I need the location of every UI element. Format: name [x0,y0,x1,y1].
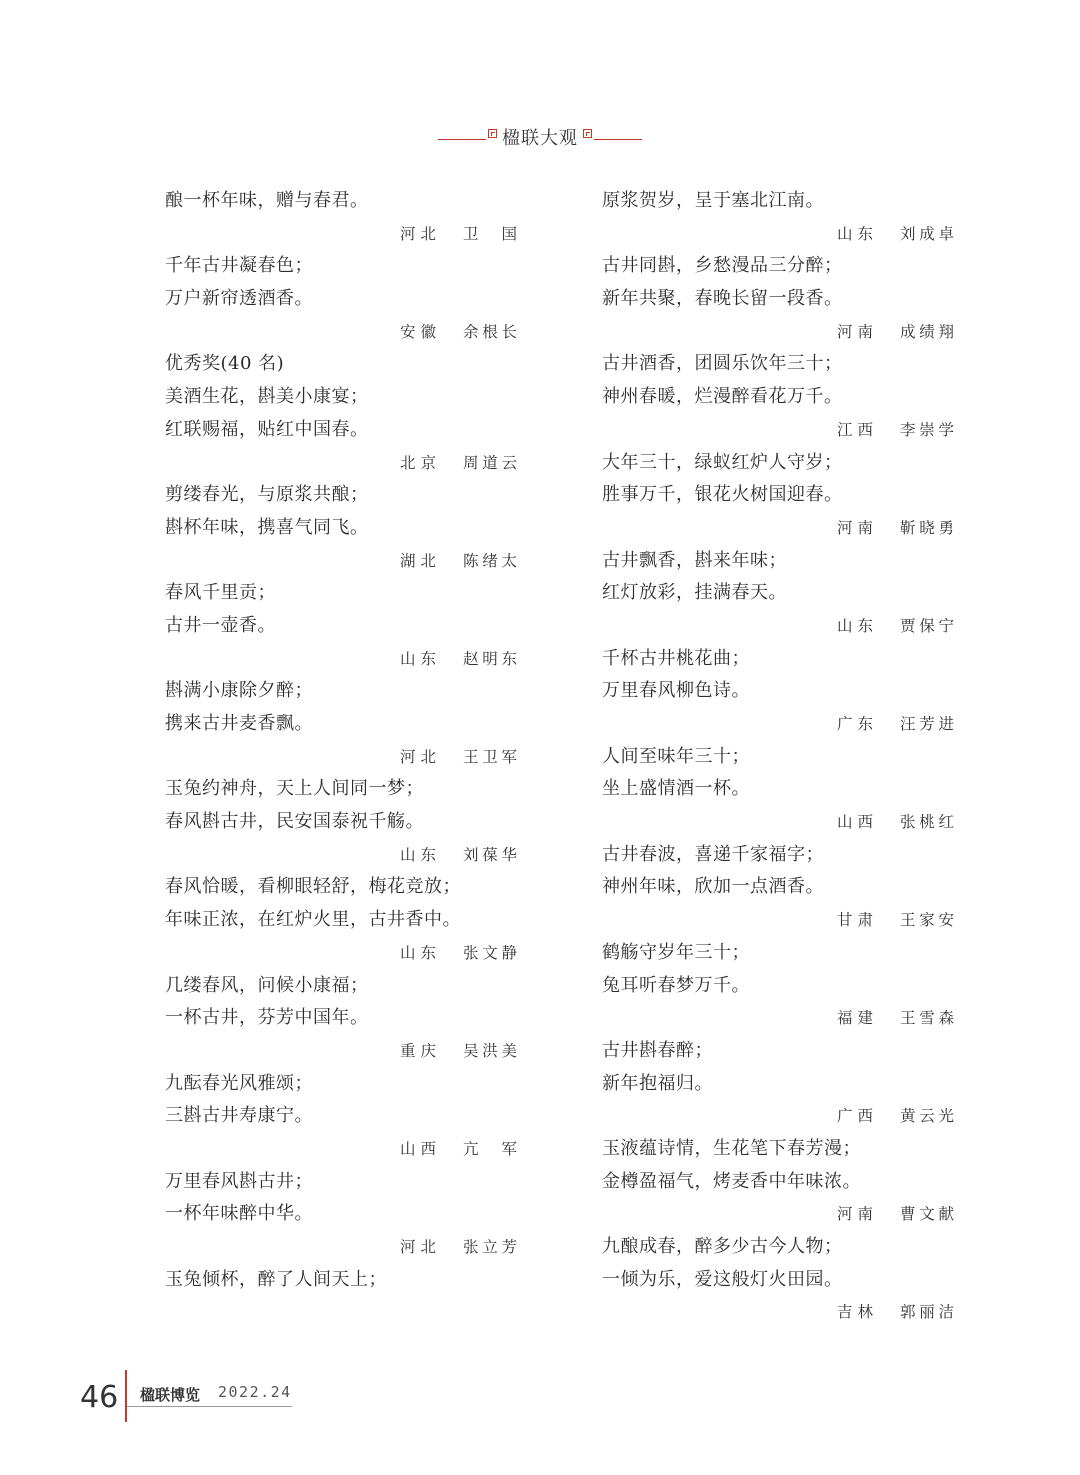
author-credit [165,218,517,251]
section-title: 楹联大观 [502,128,578,149]
couplet-line: 古井斟春醉； [602,1039,713,1061]
couplet-line: 春风斟古井，民安国泰祝千觞。 [165,811,424,833]
author-province: 河北 [399,224,441,243]
couplet-line: 兔耳听春梦万千。 [602,974,750,996]
author-credit [165,316,517,349]
author-credit [165,545,517,578]
author-name: 亢 军 [463,1139,517,1158]
couplet-line: 红灯放彩，挂满春天。 [602,582,787,604]
couplet-line: 千年古井凝春色； [165,255,313,277]
couplet-line: 年味正浓，在红炉火里，古井香中。 [165,909,461,931]
author-credit [602,316,954,349]
author-credit [602,708,954,741]
couplet-line: 美酒生花，斟美小康宴； [165,386,369,408]
author-credit [602,904,954,937]
author-credit [602,1198,954,1231]
couplet-line: 玉兔约神舟，天上人间同一梦； [165,778,424,800]
author-credit [165,839,517,872]
author-credit [165,1231,517,1264]
author-name: 余根长 [463,322,517,341]
author-name: 王家安 [900,911,954,930]
author-province: 安徽 [399,322,441,341]
couplet-line: 鹤觞守岁年三十； [602,941,750,963]
couplet-line: 斟满小康除夕醉； [165,680,313,702]
section-header [430,122,650,148]
author-credit [165,1035,517,1068]
author-name: 周道云 [463,453,517,472]
author-name: 刘葆华 [463,845,517,864]
author-name: 王雪森 [900,1009,954,1028]
author-credit [165,937,517,970]
footer-divider [125,1370,127,1422]
couplet-line: 春风千里贡； [165,582,276,604]
author-credit [165,447,517,480]
couplet-line: 金樽盈福气，烤麦香中年味浓。 [602,1170,861,1192]
page-number: 46 [80,1380,119,1415]
couplet-line: 神州年味，欣加一点酒香。 [602,876,824,898]
couplet-line: 一杯古井，芬芳中国年。 [165,1007,369,1029]
author-name: 赵明东 [463,649,517,668]
author-name: 靳晓勇 [900,518,954,537]
couplet-line: 千杯古井桃花曲； [602,647,750,669]
author-name: 曹文献 [900,1205,954,1224]
couplet-line: 玉液蕴诗情，生花笔下春芳漫； [602,1137,861,1159]
author-province: 北京 [399,453,441,472]
author-province: 甘肃 [836,911,878,930]
couplet-line: 坐上盛情酒一杯。 [602,778,750,800]
author-province: 河南 [836,518,878,537]
couplet-line: 红联赐福，贴红中国春。 [165,418,369,440]
header-rule-right [594,139,642,140]
author-province: 福建 [836,1009,878,1028]
couplet-line: 胜事万千，银花火树国迎春。 [602,484,843,506]
couplet-line: 剪缕春光，与原浆共酿； [165,484,369,506]
author-credit [602,806,954,839]
author-province: 广西 [836,1107,878,1126]
author-credit [165,643,517,676]
author-name: 卫 国 [463,224,517,243]
author-credit [165,1133,517,1166]
couplet-line: 玉兔倾杯，醉了人间天上； [165,1268,387,1290]
author-province: 山东 [399,845,441,864]
right-column [602,185,954,1329]
author-province: 河北 [399,1238,441,1256]
couplet-line: 古井同斟，乡愁漫品三分醉； [602,255,843,277]
couplet-line: 万里春风柳色诗。 [602,680,750,702]
couplet-line: 古井一壶香。 [165,614,276,636]
author-province: 山西 [399,1139,441,1158]
couplet-line: 人间至味年三十； [602,745,750,767]
author-province: 湖北 [399,551,441,570]
author-name: 贾保宁 [900,616,954,635]
author-credit [602,218,954,251]
author-name: 黄云光 [900,1107,954,1126]
fret-ornament-icon [583,129,592,138]
couplet-line: 优秀奖(40 名) [165,353,285,375]
author-credit [165,741,517,774]
couplet-line: 三斟古井寿康宁。 [165,1105,313,1127]
issue-number: 2022.24 [218,1383,292,1401]
author-province: 山东 [836,616,878,635]
author-name: 吴洪美 [463,1041,517,1060]
author-province: 吉林 [836,1303,878,1322]
author-name: 刘成卓 [900,224,954,243]
couplet-line: 几缕春风，问候小康福； [165,974,369,996]
couplet-line: 春风恰暖，看柳眼轻舒，梅花竞放； [165,876,461,898]
couplet-line: 古井春波，喜递千家福字； [602,843,824,865]
couplet-line: 九酝春光风雅颂； [165,1072,313,1094]
author-province: 山东 [836,224,878,243]
author-name: 张立芳 [463,1238,517,1256]
author-name: 汪芳进 [900,715,954,733]
couplet-line: 一杯年味醉中华。 [165,1203,313,1225]
author-province: 河北 [399,747,441,766]
author-province: 重庆 [399,1041,441,1060]
couplet-line: 大年三十，绿蚁红炉人守岁； [602,451,843,473]
couplet-line: 斟杯年味，携喜气同飞。 [165,516,369,538]
author-credit [602,1002,954,1035]
author-name: 张文静 [463,943,517,962]
author-name: 张桃红 [900,813,954,832]
author-province: 河南 [836,1205,878,1224]
couplet-line: 九酿成春，醉多少古今人物； [602,1236,843,1257]
author-province: 广东 [836,715,878,733]
couplet-line: 原浆贺岁，呈于塞北江南。 [602,190,824,211]
author-name: 王卫军 [463,747,517,766]
couplet-line: 万户新帘透酒香。 [165,288,313,310]
couplet-line: 古井酒香，团圆乐饮年三十； [602,353,843,375]
author-credit [602,414,954,447]
author-province: 山东 [399,943,441,962]
author-province: 山西 [836,813,878,832]
author-credit [602,1296,954,1329]
author-credit [602,1100,954,1133]
author-province: 山东 [399,649,441,668]
couplet-line: 新年抱福归。 [602,1072,713,1094]
author-name: 陈绪太 [463,551,517,570]
page-footer [0,1362,400,1432]
author-credit [602,512,954,545]
couplet-line: 古井飘香，斟来年味； [602,549,787,571]
author-credit [602,610,954,643]
couplet-line: 新年共聚，春晚长留一段香。 [602,288,843,310]
magazine-name: 楹联博览 [140,1386,201,1404]
author-province: 江西 [836,420,878,439]
couplet-line: 携来古井麦香飘。 [165,713,313,734]
couplet-line: 酿一杯年味，赠与春君。 [165,190,369,211]
author-name: 成绩翔 [900,322,954,341]
author-name: 郭丽洁 [900,1303,954,1322]
left-column [165,185,517,1296]
author-province: 河南 [836,322,878,341]
author-name: 李崇学 [900,420,954,439]
couplet-line: 万里春风斟古井； [165,1170,313,1192]
footer-rule [127,1406,292,1407]
couplet-line: 神州春暖，烂漫醉看花万千。 [602,386,843,408]
couplet-line: 一倾为乐，爱这般灯火田园。 [602,1268,843,1290]
